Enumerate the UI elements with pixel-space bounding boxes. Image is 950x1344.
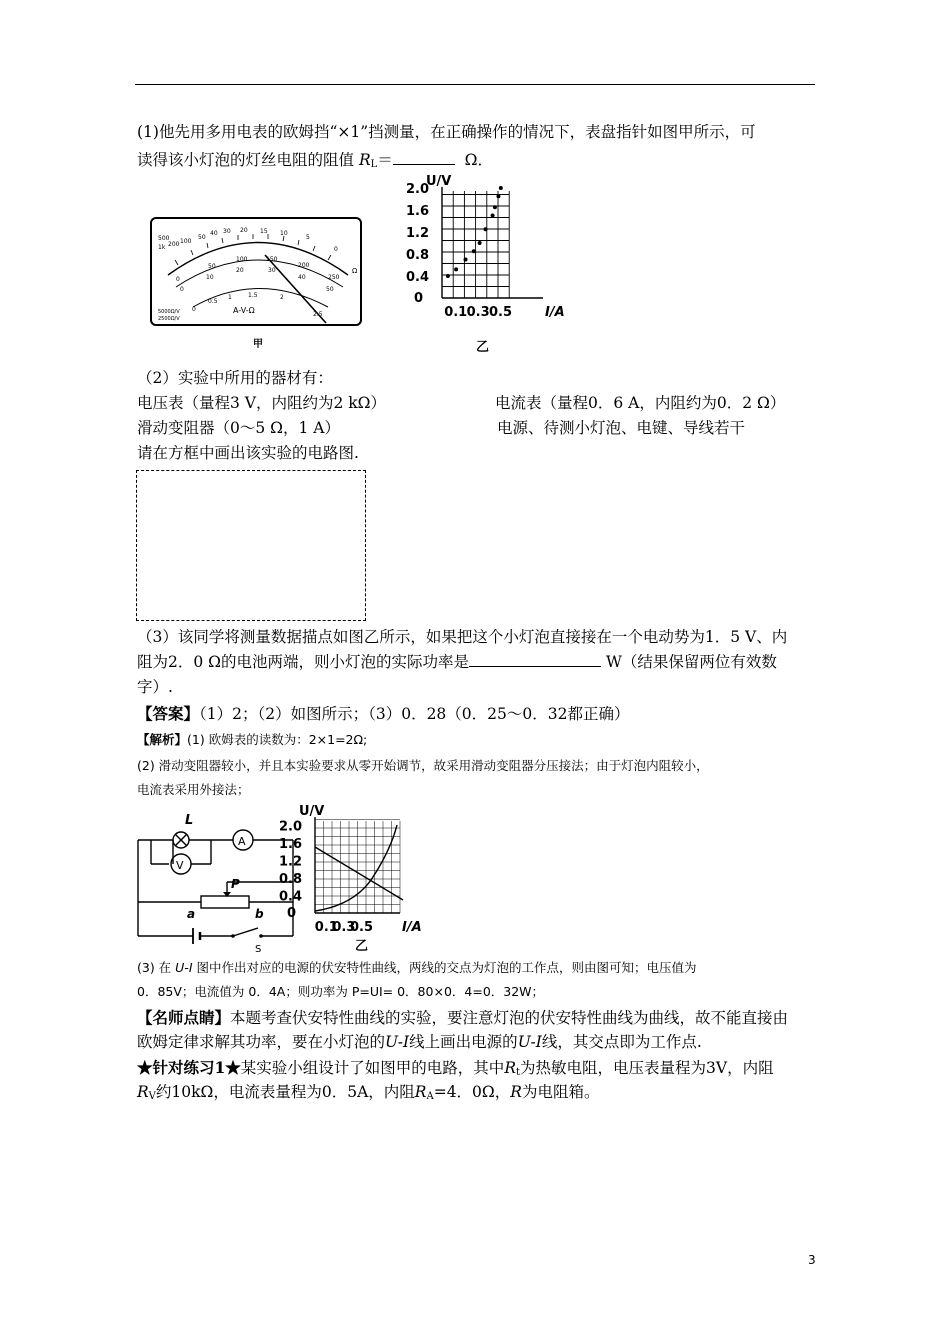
- svg-text:50: 50: [198, 234, 206, 241]
- q2-item-rheostat: 滑动变阻器（0～5 Ω，1 A）: [137, 419, 340, 437]
- y-tick-label: 0.4: [279, 889, 303, 905]
- svg-text:P: P: [231, 877, 240, 891]
- page-number: 3: [808, 1253, 816, 1267]
- data-point: [496, 194, 500, 198]
- x-axis-label: I/A: [402, 920, 422, 935]
- y-tick-label: 1.2: [279, 854, 303, 870]
- q1-answer-blank: [393, 150, 455, 165]
- svg-text:A: A: [238, 835, 246, 848]
- lamp-curve: [315, 825, 397, 911]
- q3-line2: 阻为2．0 Ω的电池两端，则小灯泡的实际功率是 W（结果保留两位有效数: [137, 653, 777, 671]
- q2-item-voltmeter: 电压表（量程3 V，内阻约为2 kΩ）: [137, 394, 387, 412]
- svg-text:V: V: [176, 859, 184, 872]
- svg-text:30: 30: [268, 267, 276, 274]
- data-point: [478, 241, 482, 245]
- x-tick-label: 0.5: [489, 305, 513, 320]
- y-axis-label: U/V: [426, 174, 452, 189]
- x-tick-label: 0.3: [332, 920, 356, 935]
- svg-text:15: 15: [260, 228, 268, 235]
- svg-text:S: S: [255, 944, 262, 955]
- q1-line1: (1)他先用多用电表的欧姆挡“×1”挡测量，在正确操作的情况下，表盘指针如图甲所示，可: [137, 123, 756, 141]
- y-axis-label: U/V: [299, 804, 325, 819]
- svg-text:30: 30: [223, 228, 231, 235]
- data-point: [472, 249, 476, 253]
- x-axis-label: I/A: [545, 305, 565, 320]
- svg-text:20: 20: [236, 267, 244, 274]
- q3-line1: （3）该同学将测量数据描点如图乙所示，如果把这个小灯泡直接接在一个电动势为1．5 V、内: [137, 628, 788, 646]
- svg-text:150: 150: [266, 256, 278, 263]
- y-tick-label: 1.2: [406, 226, 430, 241]
- y-tick-label: 1.6: [279, 837, 303, 852]
- graph-bottom-axes: [279, 804, 422, 954]
- svg-text:0: 0: [176, 276, 180, 283]
- data-point: [454, 267, 458, 271]
- svg-text:200: 200: [168, 241, 180, 248]
- x-tick-label: 0.1: [444, 305, 468, 320]
- data-point: [493, 205, 497, 209]
- y-tick-label: 0.4: [406, 270, 430, 285]
- x-tick-label: 0.1: [314, 920, 338, 935]
- graph-top-ui: [398, 174, 565, 355]
- practice-line1: ★针对练习1★某实验小组设计了如图甲的电路，其中$R_t$为热敏电阻，电压表量程为3V，内阻: [137, 1058, 774, 1078]
- data-point: [491, 214, 495, 218]
- analysis-line4: (3) 在 U-I 图中作出对应的电源的伏安特性曲线，两线的交点为灯泡的工作点，则由图可知；电压值为: [137, 960, 697, 975]
- svg-text:1: 1: [228, 294, 232, 301]
- svg-text:a: a: [187, 907, 196, 921]
- data-point: [484, 227, 488, 231]
- graph-top-axes: [406, 174, 565, 355]
- svg-text:1.5: 1.5: [248, 292, 258, 299]
- analysis-line1: 【解析】(1) 欧姆表的读数为：2×1=2Ω;: [137, 732, 368, 747]
- q2-prompt: 请在方框中画出该实验的电路图.: [137, 444, 359, 462]
- svg-text:Ω: Ω: [352, 267, 358, 275]
- svg-text:0: 0: [334, 246, 338, 253]
- analysis-line5: 0．85V；电流值为 0．4A；则功率为 P=UI= 0．80×0．4=0．32W；: [137, 984, 545, 999]
- analysis-line3: 电流表采用外接法；: [137, 782, 250, 797]
- svg-text:1k: 1k: [158, 244, 166, 251]
- svg-text:40: 40: [298, 274, 306, 281]
- svg-text:10: 10: [280, 230, 288, 237]
- q2-heading: （2）实验中所用的器材有：: [137, 369, 333, 387]
- svg-text:2.5: 2.5: [313, 311, 323, 318]
- svg-text:b: b: [255, 907, 264, 921]
- svg-text:50: 50: [208, 263, 216, 270]
- svg-text:50: 50: [326, 286, 334, 293]
- x-tick-label: 0.3: [466, 305, 490, 320]
- svg-text:5000Ω/V: 5000Ω/V: [158, 309, 180, 315]
- svg-text:L: L: [185, 813, 194, 828]
- svg-text:5: 5: [306, 234, 310, 241]
- graph-caption: 乙: [476, 340, 490, 355]
- data-point: [464, 258, 468, 262]
- header-rule: [135, 84, 815, 85]
- multimeter-dial-figure: [148, 215, 368, 360]
- svg-text:100: 100: [180, 238, 192, 245]
- data-point: [446, 274, 450, 278]
- svg-text:0: 0: [180, 286, 184, 293]
- q3-line3: 字）.: [137, 678, 173, 696]
- svg-text:200: 200: [298, 262, 310, 269]
- meter-caption: 甲: [253, 339, 263, 350]
- circuit-answer-box[interactable]: [136, 470, 366, 621]
- graph-bottom-ui: [279, 804, 435, 955]
- svg-text:2: 2: [280, 294, 284, 301]
- graph-caption: 乙: [355, 939, 369, 954]
- y-tick-label: 1.6: [406, 204, 430, 219]
- data-point: [499, 186, 503, 190]
- q3-answer-blank: [469, 652, 601, 667]
- answer-line: 【答案】（1）2；（2）如图所示；（3）0．28（0．25～0．32都正确）: [137, 704, 630, 723]
- tip-line1: 【名师点睛】本题考查伏安特性曲线的实验，要注意灯泡的伏安特性曲线为曲线，故不能直接由: [137, 1008, 789, 1027]
- practice-line2: $R_V$约10kΩ，电流表量程为0．5A，内阻$R_A=4$．0Ω，R为电阻箱。: [137, 1083, 600, 1102]
- svg-text:20: 20: [240, 227, 248, 234]
- y-tick-label: 2.0: [406, 182, 430, 197]
- y-tick-label: 0: [287, 906, 297, 921]
- q2-item-ammeter: 电流表（量程0．6 A，内阻约为0．2 Ω）: [495, 394, 786, 412]
- rheostat-symbol: [201, 896, 249, 908]
- svg-text:10: 10: [206, 274, 214, 281]
- q2-item-others: 电源、待测小灯泡、电键、导线若干: [497, 419, 746, 437]
- svg-text:0: 0: [192, 306, 196, 313]
- q1-line2: 读得该小灯泡的灯丝电阻的阻值 $R_L= \Omega$．: [137, 151, 493, 170]
- svg-text:40: 40: [210, 230, 218, 237]
- y-tick-label: 0.8: [279, 872, 303, 887]
- analysis-line2: (2) 滑动变阻器较小，并且本实验要求从零开始调节，故采用滑动变阻器分压接法；由于灯泡内阻较小，: [137, 758, 709, 773]
- svg-text:A-V-Ω: A-V-Ω: [233, 306, 255, 315]
- x-tick-label: 0.5: [350, 920, 374, 935]
- svg-text:250: 250: [328, 274, 340, 281]
- y-tick-label: 2.0: [279, 819, 303, 835]
- svg-text:2500Ω/V: 2500Ω/V: [158, 316, 180, 322]
- y-tick-label: 0: [414, 291, 424, 306]
- svg-text:0.5: 0.5: [208, 298, 218, 305]
- tip-line2: 欧姆定律求解其功率，要在小灯泡的U-I线上画出电源的U-I线，其交点即为工作点.: [137, 1033, 702, 1051]
- y-tick-label: 0.8: [406, 248, 430, 263]
- svg-text:100: 100: [236, 256, 248, 263]
- svg-text:500: 500: [158, 235, 170, 242]
